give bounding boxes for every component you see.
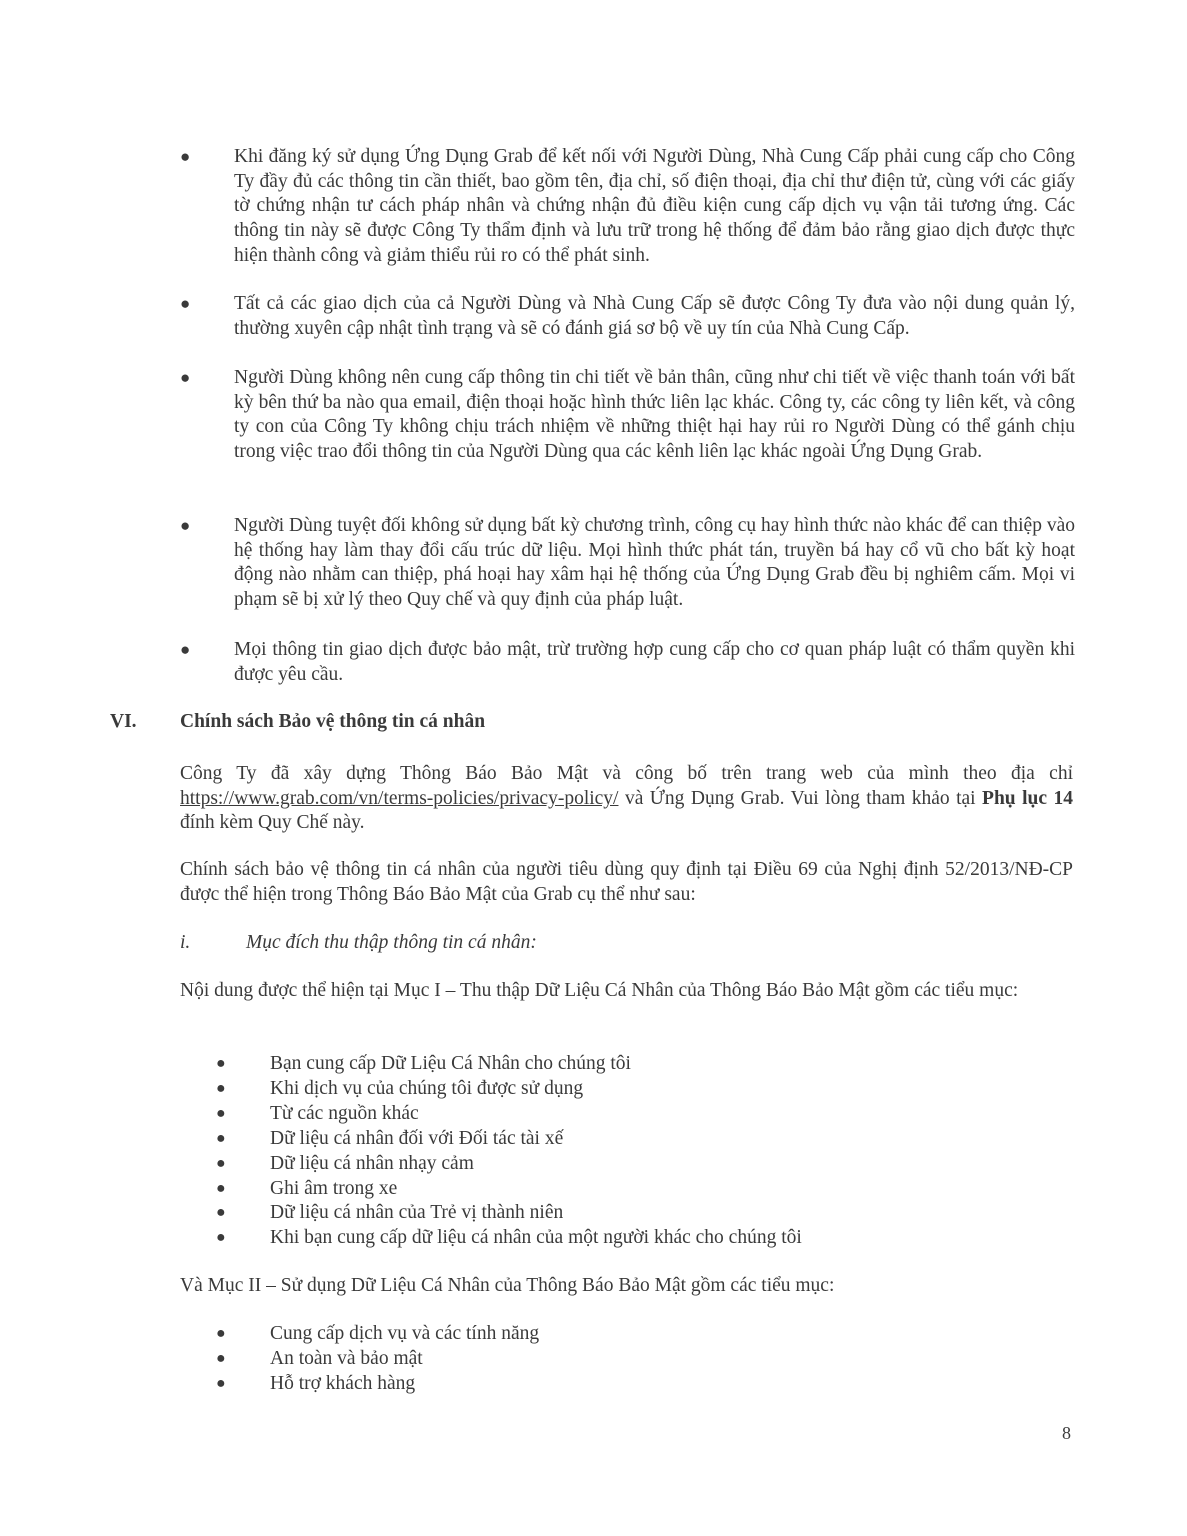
- bullet-icon: ●: [180, 368, 191, 387]
- appendix-reference: Phụ lục 14: [982, 787, 1073, 809]
- list-item: ● Dữ liệu cá nhân nhạy cảm: [216, 1152, 802, 1177]
- paragraph-text: và Ứng Dụng Grab. Vui lòng tham khảo tại: [618, 787, 983, 809]
- list-item: ● Khi dịch vụ của chúng tôi được sử dụng: [216, 1077, 802, 1102]
- bullet-item: [180, 292, 1075, 341]
- paragraph-text: đính kèm Quy Chế này.: [180, 812, 365, 834]
- paragraph-section-i: Nội dung được thể hiện tại Mục I – Thu thập Dữ Liệu Cá Nhân của Thông Báo Bảo Mật gồm các tiểu mục:: [180, 980, 1019, 1001]
- bullet-item: [180, 514, 1075, 613]
- usage-subsection-list: [216, 1322, 539, 1397]
- page-number: 8: [1062, 1423, 1071, 1443]
- bullet-text: Mọi thông tin giao dịch được bảo mật, trừ trường hợp cung cấp cho cơ quan pháp luật có thẩm quyền khi được yêu cầu.: [234, 639, 1075, 685]
- section-title: Chính sách Bảo vệ thông tin cá nhân: [180, 711, 486, 732]
- list-item: ● Dữ liệu cá nhân đối với Đối tác tài xế: [216, 1127, 802, 1152]
- subsection-number: i.: [180, 932, 191, 953]
- bullet-icon: ●: [180, 516, 191, 535]
- bullet-item: [180, 366, 1075, 465]
- list-item: ● Từ các nguồn khác: [216, 1102, 802, 1127]
- list-item: ● Ghi âm trong xe: [216, 1177, 802, 1202]
- bullet-icon: ●: [180, 147, 191, 166]
- subsection-title: Mục đích thu thập thông tin cá nhân:: [246, 932, 537, 953]
- list-item: ● Hỗ trợ khách hàng: [216, 1372, 539, 1397]
- subsection-heading: [180, 931, 537, 955]
- bullet-item: [180, 145, 1075, 269]
- privacy-policy-link[interactable]: https://www.grab.com/vn/terms-policies/privacy-policy/: [180, 787, 619, 809]
- bullet-text: Khi đăng ký sử dụng Ứng Dụng Grab để kết nối với Người Dùng, Nhà Cung Cấp phải cung cấp cho Công Ty đầy đủ các thông tin cần thiết, bao gồm tên, địa chỉ, số điện thoại, địa chỉ thư điện tử, cùng với các giấy tờ chứng nhận tư cách pháp nhân và chứng nhận đủ điều kiện cung cấp dịch vụ vận tải tương ứng. Các thông tin này sẽ được Công Ty thẩm định và lưu trữ trong hệ thống để đảm bảo rằng giao dịch được thực hiện thành công và giảm thiểu rủi ro có thể phát sinh.: [234, 146, 1075, 266]
- bullet-icon: ●: [180, 640, 191, 659]
- list-item: ● Khi bạn cung cấp dữ liệu cá nhân của một người khác cho chúng tôi: [216, 1226, 802, 1251]
- list-item: ● Cung cấp dịch vụ và các tính năng: [216, 1322, 539, 1347]
- paragraph-text: Công Ty đã xây dựng Thông Báo Bảo Mật và công bố trên trang web của mình theo địa chỉ: [180, 763, 1073, 784]
- section-number: VI.: [110, 711, 137, 732]
- bullet-text: Người Dùng không nên cung cấp thông tin chi tiết về bản thân, cũng như chi tiết về việc thanh toán với bất kỳ bên thứ ba nào qua email, điện thoại hoặc hình thức liên lạc khác. Công ty, các công ty liên kết, và công ty con của Công Ty không chịu trách nhiệm về những thiệt hại hay rủi ro Người Dùng có thể gánh chịu trong việc trao đổi thông tin của Người Dùng qua các kênh liên lạc khác ngoài Ứng Dụng Grab.: [234, 367, 1075, 463]
- paragraph-privacy-notice: [180, 762, 1073, 836]
- bullet-text: Tất cả các giao dịch của cả Người Dùng và Nhà Cung Cấp sẽ được Công Ty đưa vào nội dung quản lý, thường xuyên cập nhật tình trạng và sẽ có đánh giá sơ bộ về uy tín của Nhà Cung Cấp.: [234, 293, 1075, 339]
- list-item: ● An toàn và bảo mật: [216, 1347, 539, 1372]
- bullet-item: [180, 638, 1075, 687]
- list-item: ● Bạn cung cấp Dữ Liệu Cá Nhân cho chúng tôi: [216, 1052, 802, 1077]
- bullet-text: Người Dùng tuyệt đối không sử dụng bất kỳ chương trình, công cụ hay hình thức nào khác để can thiệp vào hệ thống hay làm thay đổi cấu trúc dữ liệu. Mọi hình thức phát tán, truyền bá hay cổ vũ cho bất kỳ hoạt động nào nhằm can thiệp, phá hoại hay xâm hại hệ thống của Ứng Dụng Grab đều bị nghiêm cấm. Mọi vi phạm sẽ bị xử lý theo Quy chế và quy định của pháp luật.: [234, 515, 1075, 611]
- list-item: ● Dữ liệu cá nhân của Trẻ vị thành niên: [216, 1201, 802, 1226]
- collection-subsection-list: [216, 1052, 802, 1251]
- paragraph-section-ii: Và Mục II – Sử dụng Dữ Liệu Cá Nhân của Thông Báo Bảo Mật gồm các tiểu mục:: [180, 1275, 835, 1296]
- section-heading: [110, 710, 485, 734]
- bullet-icon: ●: [180, 294, 191, 313]
- paragraph-policy-scope: Chính sách bảo vệ thông tin cá nhân của người tiêu dùng quy định tại Điều 69 của Nghị định 52/2013/NĐ-CP được thể hiện trong Thông Báo Bảo Mật của Grab cụ thể như sau:: [180, 859, 1073, 905]
